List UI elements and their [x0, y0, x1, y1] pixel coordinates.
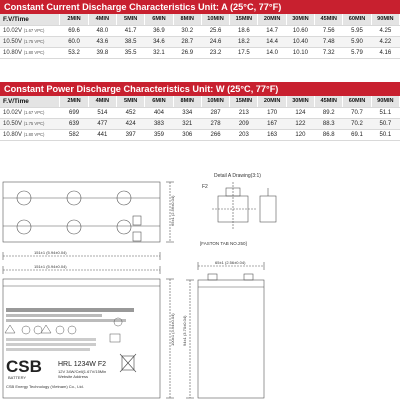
table-cell: 5.79 — [343, 47, 371, 58]
table-cell: 24.6 — [201, 36, 229, 47]
table-row — [0, 129, 400, 140]
column-header: 4MIN — [88, 96, 116, 107]
dim-depth-side: 65±1 (2.56±0.04) — [215, 260, 246, 265]
column-header: 2MIN — [60, 96, 88, 107]
table-row — [0, 118, 400, 129]
read-manual-icon — [56, 326, 64, 334]
table-cell: 18.2 — [230, 36, 258, 47]
vpc-value: (1.80 VPC) — [23, 49, 45, 55]
terminal-positive — [133, 232, 141, 241]
power-discharge-table — [0, 96, 400, 141]
column-header: 45MIN — [315, 14, 343, 25]
table-cell: 70.2 — [343, 118, 371, 129]
table-cell: 50.7 — [371, 118, 399, 129]
battery-word: BATTERY — [8, 375, 27, 380]
column-header: 4MIN — [88, 14, 116, 25]
column-header: 20MIN — [258, 14, 286, 25]
battery-technical-drawing — [0, 166, 400, 400]
battery-top-view — [3, 182, 160, 242]
column-header: 60MIN — [343, 96, 371, 107]
vpc-value: (1.80 VPC) — [23, 131, 45, 137]
final-voltage-cell — [0, 25, 60, 36]
column-header: 20MIN — [258, 96, 286, 107]
column-header: 10MIN — [201, 96, 229, 107]
table-cell: 209 — [230, 118, 258, 129]
column-header: 8MIN — [173, 96, 201, 107]
top-vent-circle — [117, 220, 131, 234]
corrosive-icon — [41, 325, 51, 333]
table-cell: 69.1 — [343, 129, 371, 140]
table-cell: 26.9 — [173, 47, 201, 58]
table-cell: 334 — [173, 107, 201, 118]
sub-text: Website Address — [58, 374, 88, 379]
table-row — [0, 47, 400, 58]
vpc-value: (1.67 VPC) — [23, 27, 45, 33]
table-cell: 266 — [201, 129, 229, 140]
eye-protection-icon — [34, 326, 42, 334]
table-cell: 213 — [230, 107, 258, 118]
table-cell: 89.2 — [315, 107, 343, 118]
table-cell: 359 — [145, 129, 173, 140]
terminal-negative — [133, 216, 141, 225]
table-row — [0, 25, 400, 36]
column-header: 45MIN — [315, 96, 343, 107]
table-header-row — [0, 14, 400, 25]
column-header: 5MIN — [117, 96, 145, 107]
no-fire-icon — [22, 326, 30, 334]
table-cell: 14.0 — [258, 47, 286, 58]
battery-side-view — [198, 280, 264, 398]
table-cell: 424 — [117, 118, 145, 129]
spec-text: 12V 34W/Cell(1.67V/15Min — [58, 369, 107, 374]
table-cell: 5.95 — [343, 25, 371, 36]
dim-depth-top: 65±1 (2.56±0.04) — [170, 195, 175, 226]
table-cell: 699 — [60, 107, 88, 118]
column-header: 90MIN — [371, 14, 399, 25]
table-cell: 38.5 — [117, 36, 145, 47]
table-cell: 51.1 — [371, 107, 399, 118]
final-voltage: 10.02V — [3, 109, 23, 116]
table-cell: 17.5 — [230, 47, 258, 58]
table-cell: 321 — [173, 118, 201, 129]
model-text: HRL 1234W F2 — [58, 361, 106, 368]
column-header: 10MIN — [201, 14, 229, 25]
table-cell: 23.2 — [201, 47, 229, 58]
dim-height-total: 100±1 (3.94±0.04) — [170, 313, 175, 346]
column-header: 8MIN — [173, 14, 201, 25]
final-voltage-cell — [0, 107, 60, 118]
column-header: 6MIN — [145, 14, 173, 25]
final-voltage: 10.80V — [3, 49, 23, 56]
vpc-value: (1.75 VPC) — [23, 120, 45, 126]
table-cell: 4.16 — [371, 47, 399, 58]
table-cell: 7.48 — [315, 36, 343, 47]
current-discharge-table — [0, 14, 400, 59]
table-cell: 124 — [286, 107, 314, 118]
table-cell: 43.6 — [88, 36, 116, 47]
table-row — [0, 36, 400, 47]
table-cell: 120 — [286, 129, 314, 140]
column-header: 30MIN — [286, 14, 314, 25]
table-header-row — [0, 96, 400, 107]
table-cell: 5.90 — [343, 36, 371, 47]
table-cell: 48.0 — [88, 25, 116, 36]
dim-width-top: 151±1 (5.94±0.04) — [34, 250, 67, 255]
table-cell: 60.0 — [60, 36, 88, 47]
table-cell: 397 — [117, 129, 145, 140]
final-voltage: 10.50V — [3, 120, 23, 127]
final-voltage-cell — [0, 118, 60, 129]
current-table-title: Constant Current Discharge Characteristics Unit: A (25°C, 77°F) — [0, 0, 400, 14]
dim-height-case: 94±1 (3.70±0.04) — [182, 315, 187, 346]
power-table-title: Constant Power Discharge Characteristics Unit: W (25°C, 77°F) — [0, 82, 400, 96]
table-cell: 582 — [60, 129, 88, 140]
table-cell: 10.40 — [286, 36, 314, 47]
column-header: 15MIN — [230, 96, 258, 107]
final-voltage-cell — [0, 36, 60, 47]
top-vent-circle — [17, 220, 31, 234]
table-cell: 404 — [145, 107, 173, 118]
table-cell: 383 — [145, 118, 173, 129]
table-cell: 306 — [173, 129, 201, 140]
table-cell: 514 — [88, 107, 116, 118]
battery-label — [5, 308, 136, 389]
final-voltage-cell — [0, 47, 60, 58]
column-header: 5MIN — [117, 14, 145, 25]
table-cell: 4.22 — [371, 36, 399, 47]
column-header: 2MIN — [60, 14, 88, 25]
table-cell: 639 — [60, 118, 88, 129]
table-cell: 7.32 — [315, 47, 343, 58]
table-cell: 167 — [258, 118, 286, 129]
table-cell: 41.7 — [117, 25, 145, 36]
final-voltage: 10.50V — [3, 38, 23, 45]
table-cell: 70.7 — [343, 107, 371, 118]
table-cell: 25.6 — [201, 25, 229, 36]
table-cell: 86.8 — [315, 129, 343, 140]
column-header: 15MIN — [230, 14, 258, 25]
table-cell: 10.60 — [286, 25, 314, 36]
table-cell: 452 — [117, 107, 145, 118]
table-cell: 122 — [286, 118, 314, 129]
table-cell: 28.7 — [173, 36, 201, 47]
terminal-type-label: F2 — [202, 184, 208, 190]
child-warning-icon — [68, 326, 76, 334]
table-cell: 287 — [201, 107, 229, 118]
table-cell: 477 — [88, 118, 116, 129]
company-text: CSB Energy Technology (Vietnam) Co., Ltd. — [6, 384, 84, 389]
column-header: 6MIN — [145, 96, 173, 107]
table-cell: 69.6 — [60, 25, 88, 36]
brand-logo: CSB — [6, 357, 42, 376]
table-cell: 36.9 — [145, 25, 173, 36]
table-cell: 170 — [258, 107, 286, 118]
table-cell: 32.1 — [145, 47, 173, 58]
column-header: 30MIN — [286, 96, 314, 107]
table-cell: 39.8 — [88, 47, 116, 58]
table-cell: 203 — [230, 129, 258, 140]
top-vent-circle — [67, 220, 81, 234]
table-cell: 35.5 — [117, 47, 145, 58]
table-cell: 441 — [88, 129, 116, 140]
column-header: 60MIN — [343, 14, 371, 25]
final-voltage: 10.02V — [3, 27, 23, 34]
table-row — [0, 107, 400, 118]
column-header: 90MIN — [371, 96, 399, 107]
table-cell: 7.56 — [315, 25, 343, 36]
table-cell: 14.4 — [258, 36, 286, 47]
fv-time-header: F.V/Time — [0, 14, 60, 25]
table-cell: 18.6 — [230, 25, 258, 36]
fv-time-header: F.V/Time — [0, 96, 60, 107]
table-cell: 88.3 — [315, 118, 343, 129]
final-voltage-cell — [0, 129, 60, 140]
dim-width-front: 151±1 (5.94±0.04) — [34, 264, 67, 269]
detail-a-title: Detail A Drawing(3:1) — [214, 173, 261, 179]
table-cell: 50.1 — [371, 129, 399, 140]
table-cell: 163 — [258, 129, 286, 140]
table-cell: 278 — [201, 118, 229, 129]
table-cell: 14.7 — [258, 25, 286, 36]
vpc-value: (1.75 VPC) — [23, 38, 45, 44]
vpc-value: (1.67 VPC) — [23, 109, 45, 115]
final-voltage: 10.80V — [3, 131, 23, 138]
table-cell: 34.6 — [145, 36, 173, 47]
warning-icon — [5, 325, 15, 333]
faston-label: [FASTON TAB NO.250] — [200, 241, 247, 246]
table-cell: 4.25 — [371, 25, 399, 36]
table-cell: 10.10 — [286, 47, 314, 58]
table-cell: 30.2 — [173, 25, 201, 36]
table-cell: 53.2 — [60, 47, 88, 58]
